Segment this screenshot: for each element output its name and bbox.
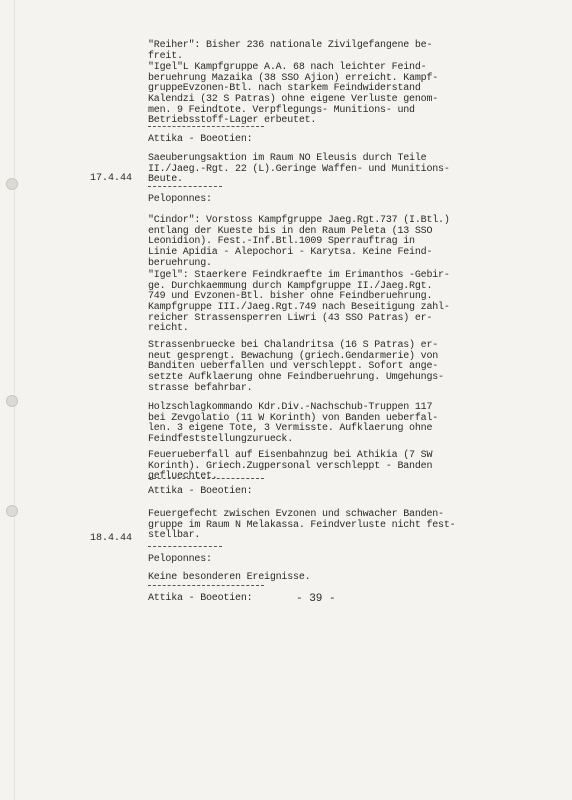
page-number: - 39 - [296,593,336,605]
paragraph-feuerueberfall: Feuerueberfall auf Eisenbahnzug bei Athikia (7 SW Korinth). Griech.Zugpersonal verschleppt - Banden gefluechtet. [148,450,433,483]
paragraph-strassenbruecke: Strassenbruecke bei Chalandritsa (16 S Patras) er- neut gesprengt. Bewachung (griech.Gendarmerie) von Banditen ueberfallen und verschleppt. Sofort ange- setzte Aufklaerung ohne Feindberuehrung. Umgehungs- strasse befahrbar. [148,340,444,394]
punch-hole [6,395,18,407]
heading-underline [148,585,264,586]
heading-peloponnes-1: Peloponnes: [148,194,212,206]
paragraph-reiher: "Reiher": Bisher 236 nationale Zivilgefangene be- freit. [148,40,433,62]
paragraph-holzschlag: Holzschlagkommando Kdr.Div.-Nachschub-Truppen 117 bei Zevgolatio (11 W Korinth) von Banden ueberfal- len. 3 eigene Tote, 3 Vermisste. Aufklaerung ohne Feindfeststellungzurueck. [148,402,439,445]
paragraph-igel-1: "Igel"L Kampfgruppe A.A. 68 nach leichter Feind- beruehrung Mazaika (38 SSO Ajion) erreicht. Kampf- gruppeEvzonen-Btl. nach starkem Feindwiderstand Kalendzi (32 S Patras) ohne eigene Verluste genom- men. 9 Feindtote. Verpflegungs- Munitions- und Betriebsstoff-Lager erbeutet. [148,62,439,127]
date-label: 17.4.44 [90,173,133,184]
heading-attika-3: Attika - Boeotien: [148,593,253,605]
heading-underline [148,186,222,187]
heading-attika-2: Attika - Boeotien: [148,486,253,498]
paragraph-igel-2: "Igel": Staerkere Feindkraefte im Erimanthos -Gebir- ge. Durchkaemmung durch Kampfgruppe II./Jaeg.Rgt. 749 und Evzonen-Btl. bisher ohne Feindberuehrung. Kampfgruppe III./Jaeg.Rgt.749 nach Beseitigung zahl- reicher Strassensperren Liwri (43 SSO Patras) er- reicht. [148,270,450,335]
heading-underline [148,126,264,127]
heading-underline [148,478,264,479]
heading-attika-1: Attika - Boeotien: [148,134,253,146]
heading-peloponnes-2: Peloponnes: [148,554,212,566]
heading-underline [148,546,222,547]
paragraph-keine: Keine besonderen Ereignisse. [148,572,311,584]
paragraph-cindor: "Cindor": Vorstoss Kampfgruppe Jaeg.Rgt.737 (I.Btl.) entlang der Kueste bis in den Raum Peleta (13 SSO Leonidion). Fest.-Inf.Btl.1009 Sperrauftrag in Linie Apidia - Alepochori - Karytsa. Keine Feind- beruehrung. [148,215,450,269]
punch-hole [6,505,18,517]
punch-hole [6,178,18,190]
date-label: 18.4.44 [90,533,133,544]
paragraph-saeuberung: Saeuberungsaktion im Raum NO Eleusis durch Teile II./Jaeg.-Rgt. 22 (L).Geringe Waffen- und Munitions- Beute. [148,153,450,186]
paragraph-feuergefecht: Feuergefecht zwischen Evzonen und schwacher Banden- gruppe im Raum N Melakassa. Feindverluste nicht fest- stellbar. [148,509,456,542]
